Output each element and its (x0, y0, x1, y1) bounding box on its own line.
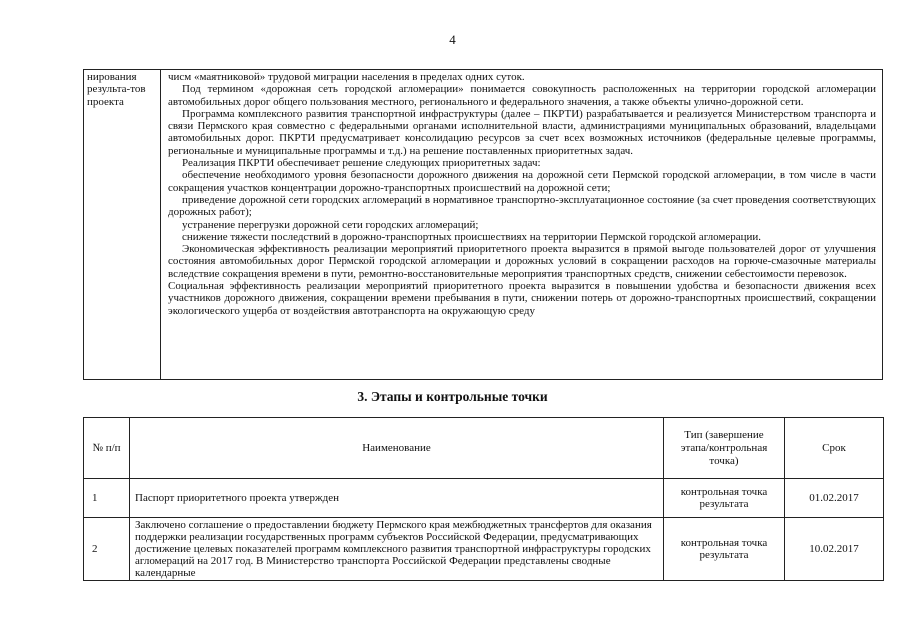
paragraph: устранение перегрузки дорожной сети городских агломераций; (182, 218, 479, 231)
table-header-row (84, 418, 884, 479)
paragraph: Социальная эффективность реализации мероприятий приоритетного проекта выразится в повышении удобства и безопасности движения всех участников дорожного движения, сокращении времени пребывания в пути, снижении потерь от дорожно-транспортных происшествий, сокращении экологического ущерба от воздействия автотранспорта на окружающую среду (168, 280, 876, 317)
row-type: контрольная точка результата (664, 479, 785, 518)
stages-table (83, 417, 884, 581)
row-date: 01.02.2017 (785, 479, 884, 518)
paragraph: приведение дорожной сети городских агломераций в нормативное транспортно-эксплуатационное состояние (за счет проведения соответствующих дорожных работ); (168, 193, 876, 219)
table-row (84, 518, 884, 581)
paragraph: чисм «маятниковой» трудовой миграции населения в пределах одних суток. (168, 71, 525, 83)
paragraph: Под термином «дорожная сеть городской агломерации» понимается совокупность расположенных на территории городской агломерации автомобильных дорог общего пользования местного, регионального и федерального значения, а также объекты улично-дорожной сети. (168, 83, 876, 108)
row-type: контрольная точка результата (664, 518, 785, 581)
paragraph: Экономическая эффективность реализации мероприятий приоритетного проекта выразится в прямой выгоде пользователей дорог от улучшения состояния автомобильных дорог Пермской городской агломерации и дорожных условий в сокращении расходов на горюче-смазочные материалы вследствие сокращения времени в пути, ремонтно-восстановительные мероприятия транспортных средств, снижении себестоимости перевозок. (168, 243, 876, 280)
header-num: № п/п (84, 418, 130, 479)
paragraph: снижение тяжести последствий в дорожно-транспортных происшествиях на территории Пермской городской агломерации. (182, 230, 762, 243)
paragraph: Программа комплексного развития транспортной инфраструктуры (далее – ПКРТИ) разрабатывается и реализуется Министерством транспорта и связи Пермского края совместно с федеральными органами исполнительной власти, администрациями муниципальных образований, владельцами автомобильных дорог. ПКРТИ предусматривает консолидацию ресурсов за счет всех возможных источников (федеральные целевые программы, региональные и муниципальные программы и т.д.) на решение поставленных приоритетных задач. (168, 107, 876, 157)
page-number: 4 (449, 32, 456, 47)
project-results-table (83, 69, 883, 380)
paragraph: Реализация ПКРТИ обеспечивает решение следующих приоритетных задач: (182, 157, 541, 170)
header-name: Наименование (130, 418, 664, 479)
row-num: 2 (84, 518, 130, 581)
header-date: Срок (785, 418, 884, 479)
row-name: Паспорт приоритетного проекта утвержден (130, 479, 664, 518)
paragraph: обеспечение необходимого уровня безопасности дорожного движения на дорожной сети Пермской городской агломерации, в том числе в части сокращения участков концентрации дорожно-транспортных происшествий на дорожной сети; (168, 169, 876, 194)
row-label: нирования результа-тов проекта (84, 70, 161, 379)
row-date: 10.02.2017 (785, 518, 884, 581)
table-row (84, 479, 884, 518)
row-num: 1 (84, 479, 130, 518)
row-name: Заключено соглашение о предоставлении бюджету Пермского края межбюджетных трансфертов для оказания поддержки реализации государственных программ субъектов Российской Федерации, предусматривающих достижение целевых показателей программ комплексного развития транспортной инфраструктуры городских агломераций на 2017 год. В Министерство транспорта Российской Федерации представлены сводные календарные (130, 518, 664, 581)
row-content (161, 70, 882, 379)
header-type: Тип (завершение этапа/контрольная точка) (664, 418, 785, 479)
section-title: 3. Этапы и контрольные точки (357, 389, 548, 404)
